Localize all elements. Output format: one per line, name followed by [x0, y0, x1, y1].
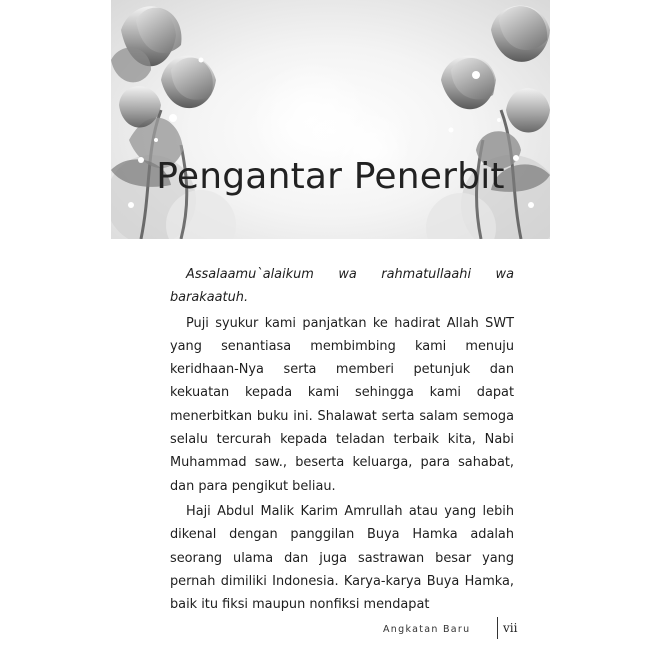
page-number: vii — [503, 621, 518, 635]
header-banner — [111, 0, 550, 239]
body-text — [170, 263, 514, 618]
page-title: Pengantar Penerbit — [156, 156, 505, 197]
footer-publisher-label: Angkatan Baru — [383, 624, 471, 635]
footer-divider — [497, 617, 498, 639]
paragraph: Haji Abdul Malik Karim Amrullah atau yang lebih dikenal dengan panggilan Buya Hamka adalah seorang ulama dan juga sastrawan besar yang pernah dimiliki Indonesia. Karya-karya Buya Hamka, baik itu fiksi maupun nonfiksi mendapat — [170, 503, 514, 613]
paragraph: Puji syukur kami panjatkan ke hadirat Allah SWT yang senantiasa membimbing kami menuju keridhaan-Nya serta memberi petunjuk dan kekuatan kepada kami sehingga kami dapat menerbitkan buku ini. Shalawat serta salam semoga selalu tercurah kepada teladan terbaik kita, Nabi Muhammad saw., beserta keluarga, para sahabat, dan para pengikut beliau. — [170, 315, 514, 494]
flower-decoration — [111, 0, 550, 239]
greeting-paragraph: Assalaamu`alaikum wa rahmatullaahi wa barakaatuh. — [170, 267, 514, 306]
